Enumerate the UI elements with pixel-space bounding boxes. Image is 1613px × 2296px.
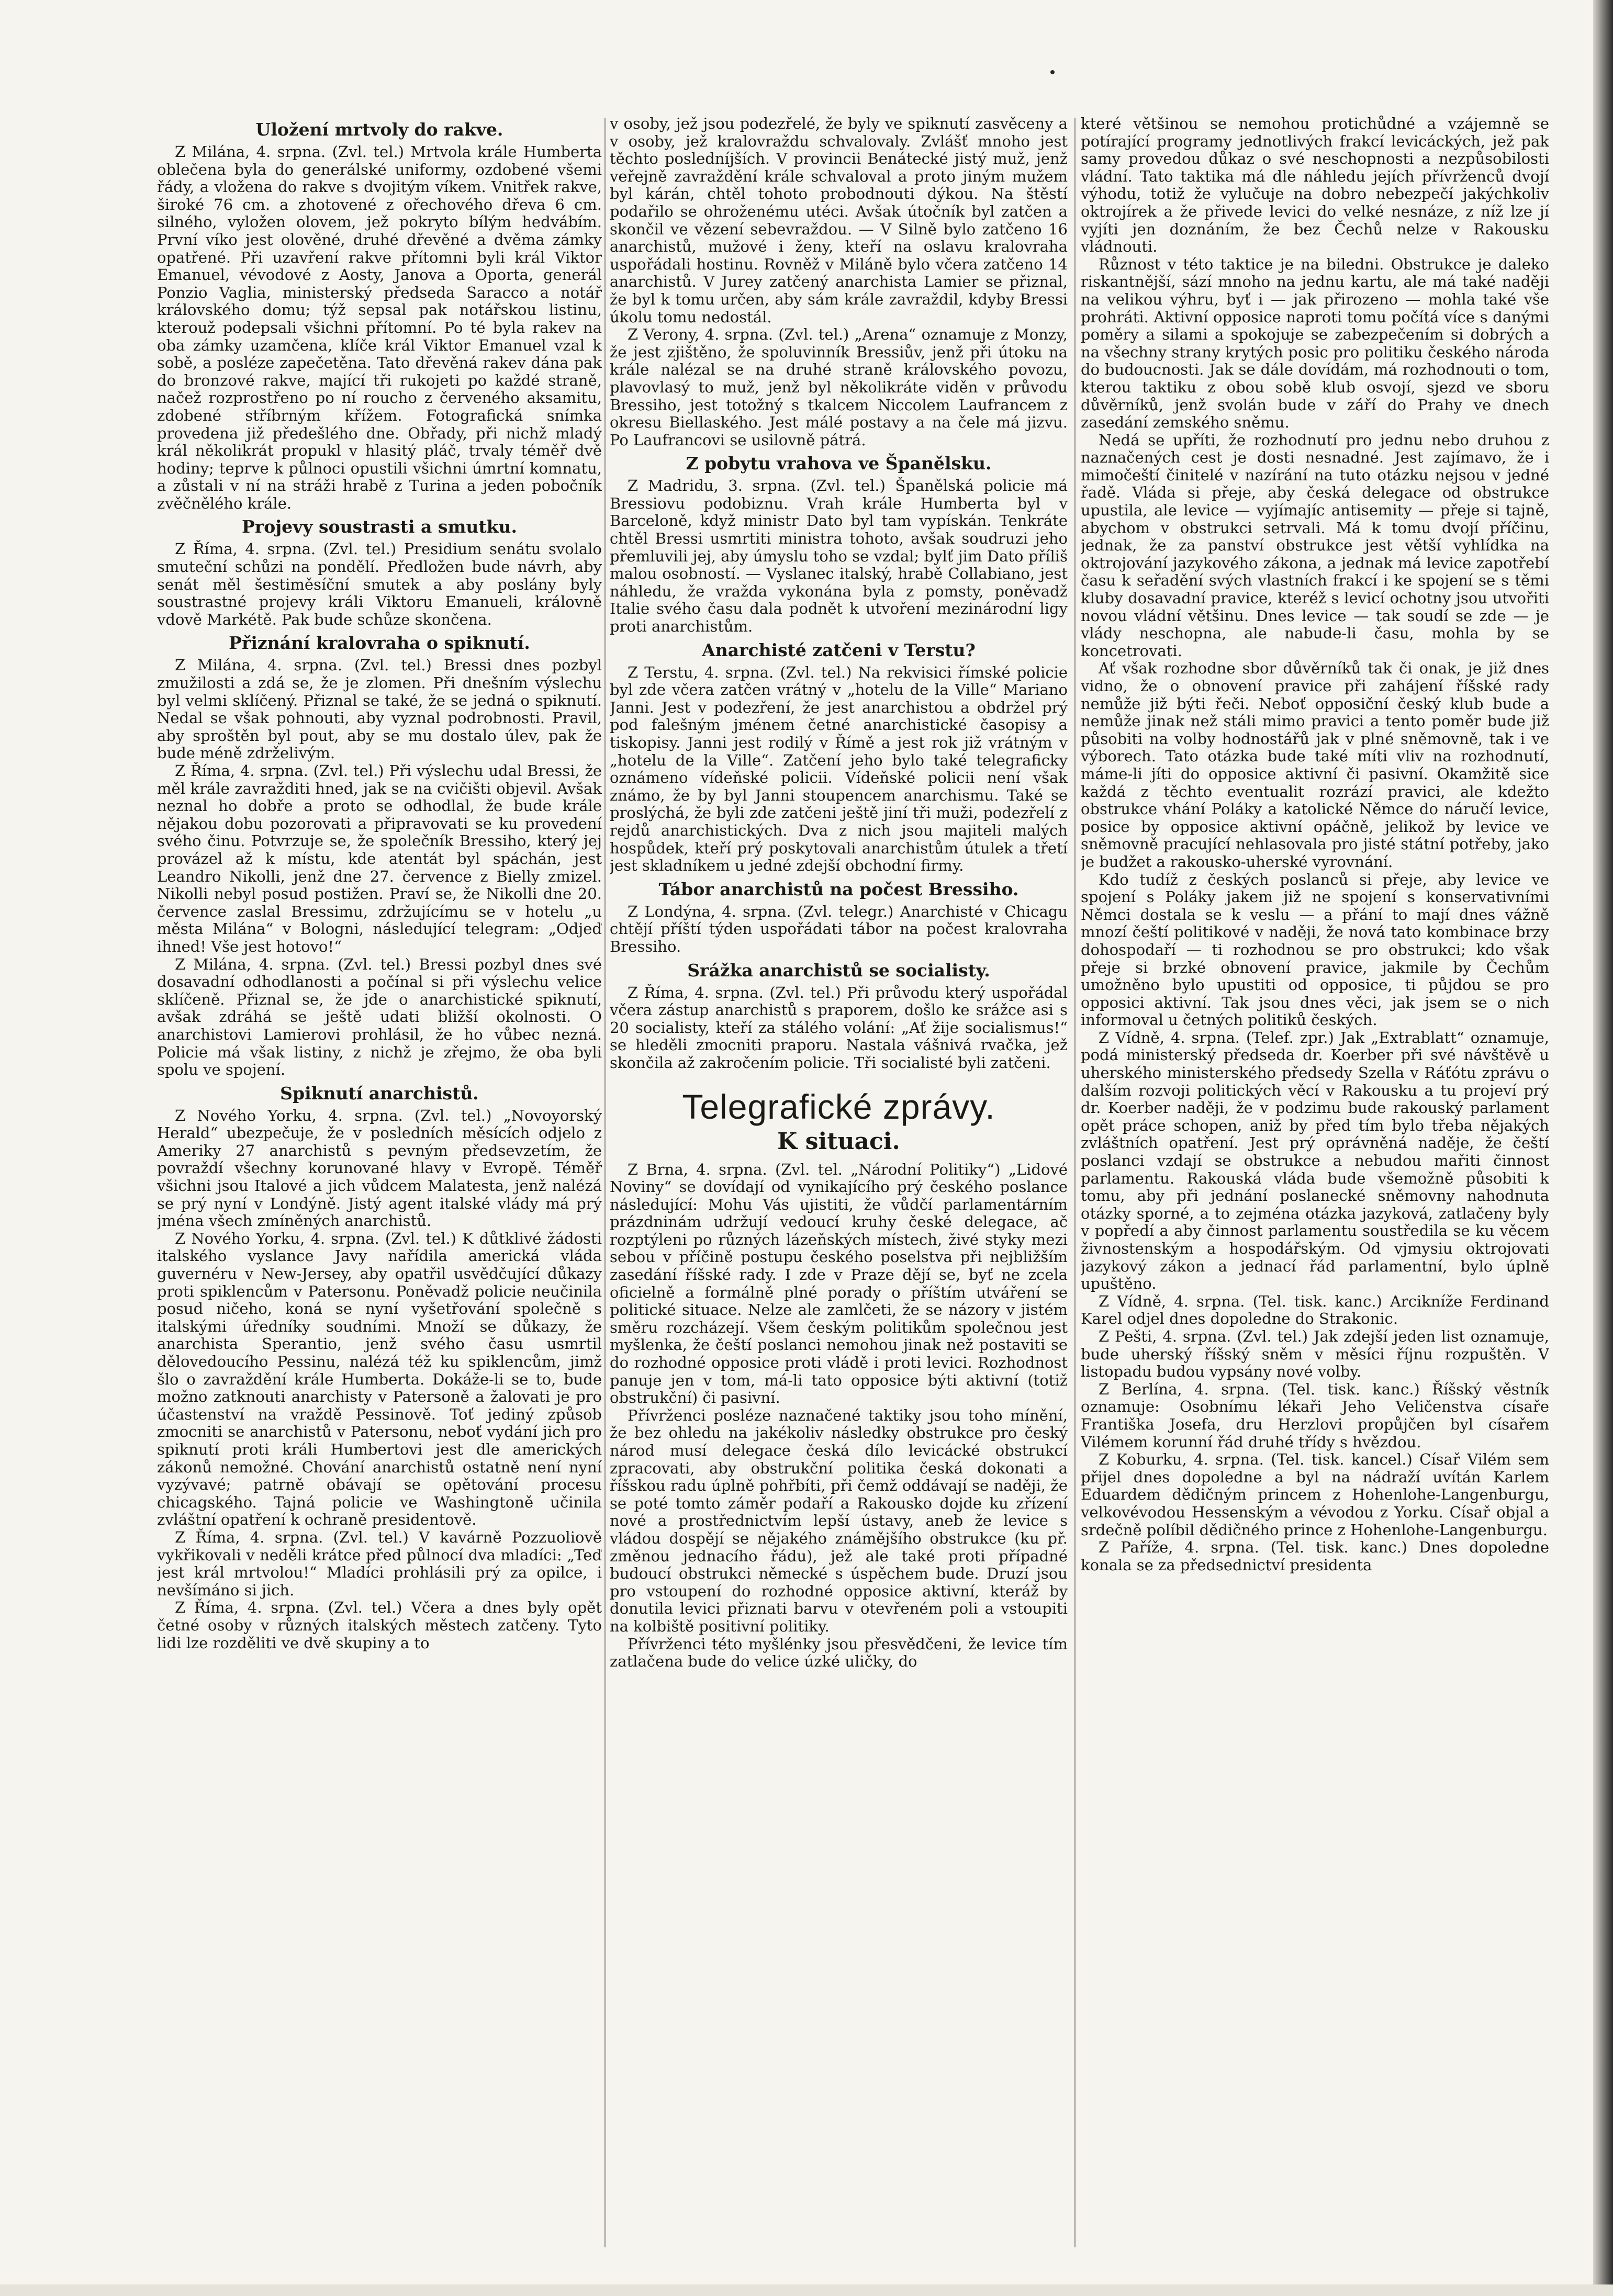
print-dot [1050,70,1055,74]
article-paragraph: Z Paříže, 4. srpna. (Tel. tisk. kanc.) Dnes dopoledne konala se za předsednictví presidenta [1081,1538,1549,1574]
article-paragraph: Z Říma, 4. srpna. (Zvl. tel.) Při průvodu který uspořádal včera zástup anarchistů s praporem, došlo ke srážce asi s 20 socialisty, kteří za stálého volání: „Ať žije socialismus!“ se hleděli zmocniti praporu. Nastala vášnivá rvačka, jež skončila až zakročením policie. Tři socialisté byli zatčeni. [610,983,1068,1072]
article-paragraph: Z Terstu, 4. srpna. (Zvl. tel.) Na rekvisici římské policie byl zde včera zatčen vrátný v „hotelu de la Ville“ Mariano Janni. Jest v podezření, že jest anarchistou a obdržel prý pod falešným jménem četné anarchistické časopisy a tiskopisy. Janni jest rodilý v Římě a jest rok již vrátným v „hotelu de la Ville“. Zatčení jeho bylo také telegraficky oznámeno vídeňské policii. Vídeňské policii není však známo, že by byl Janni stoupencem anarchismu. Také se proslýchá, že byli zde zatčeni ještě jiní tři muži, podezřelí z rejdů anarchistických. Dva z nich jsou majiteli malých hospůdek, kteří prý poskytovali anarchistům útulek a třetí jest skladníkem u jedné zdejší obchodní firmy. [610,663,1068,875]
article-paragraph: Z Nového Yorku, 4. srpna. (Zvl. tel.) „Novoyorský Herald“ ubezpečuje, že v posledních měsících odjelo z Ameriky 27 anarchistů s pevným předsevzetím, že povraždí všechny korunované hlavy v Evropě. Téměř všichni jsou Italové a jich vůdcem Malatesta, jenž nalézá se prý nyní v Londýně. Jistý agent italské vlády má prý jména všech zmíněných anarchistů. [157,1106,602,1230]
page-bottom-margin [0,2284,1613,2296]
article-paragraph: Z Koburku, 4. srpna. (Tel. tisk. kancel.) Císař Vilém sem přijel dnes dopoledne a byl na nádraží uvítán Karlem Eduardem dědičným princem z Hohenlohe-Langenburgu, velkovévodou Hessenským a vévodou z Yorku. Císař objal a srdečně políbil dědičného prince z Hohenlohe-Langenburgu. [1081,1450,1549,1539]
article-paragraph: v osoby, jež jsou podezřelé, že byly ve spiknutí zasvěceny a v osoby, jež kralovraždu schvalovaly. Zvlášť mnoho jest těchto posledníjších. V provincii Benátecké jistý muž, jenž veřejně zavraždění krále schvaloval a proto jiným mužem byl kárán, chtěl tohoto probodnouti dýkou. Na štěstí podařilo se ohroženému utéci. Avšak útočník byl zatčen a skončil ve vězení sebevraždou. — V Silně bylo zatčeno 16 anarchistů, mužové i ženy, kteří na oslavu kralovraha uspořádali hostinu. Rovněž v Miláně bylo včera zatčeno 14 anarchistů. V Jurey zatčený anarchista Lamier se přiznal, že byl k tomu určen, aby sám krále zavraždil, kdyby Bressi úkolu tomu nedostál. [610,115,1068,326]
column-right [1081,115,1549,2250]
page-edge-shadow [1593,0,1613,2296]
article-paragraph: Z Madridu, 3. srpna. (Zvl. tel.) Španělská policie má Bressiovu podobiznu. Vrah krále Humberta byl v Barceloně, když ministr Dato byl tam vypískán. Tenkráte chtěl Bressi usmrtiti ministra tohoto, avšak soudruzi jeho přemluvili jej, aby úmyslu toho se vzdal; bylť jim Dato příliš malou osobností. — Vyslanec italský, hrabě Collabiano, jest náhledu, že vražda vykonána byla z pomsty, poněvadž Italie svého času dala podnět k utvoření mezinárodní ligy proti anarchistům. [610,477,1068,636]
section-subtitle-situaci: K situaci. [777,1128,900,1155]
article-paragraph: Ať však rozhodne sbor důvěrníků tak či onak, je již dnes vidno, že o obnovení pravice při zahájení říšské rady nemůže již býti řeči. Neboť opposiční český klub bude a nemůže jinak než stáli mimo pravici a tento poměr bude již působiti na volby hodnostářů jak v plné sněmovně, tak i ve výborech. Tato otázka bude také míti vliv na rozhodnutí, máme-li jíti do opposice aktivní či pasivní. Okamžitě sice každá z těchto eventualit rozrází pravici, ale kdežto obstrukce vhání Poláky a katolické Němce do náručí levice, posice by opposice aktivní opáčně, jelikož by levice ve sněmovně pracující nehlasovala pro jisté státní potřeby, jako je budžet a rakousko-uherské vyrovnání. [1081,659,1549,871]
article-paragraph: Přívrženci této myšlénky jsou přesvědčeni, že levice tím zatlačena bude do velice úzké uličky, do [610,1635,1068,1671]
headline-projevy: Projevy soustrasti a smutku. [242,516,517,537]
article-paragraph: Přívrženci posléze naznačené taktiky jsou toho mínění, že bez ohledu na jakékoliv následky obstrukce pro český národ musí delegace česká dílo levicácké obstrukcí zpracovati, aby obstrukční politika česká dokonati a říšskou radu úplně pohřbíti, při čemž oddávají se naději, že se poté tomto záměr podaří a Rakousko dojde ku zřízení nové a prostřednictvím lepší ústavy, aneb že levice s vládou dospějí se nějakého známějšího obstrukce (ku př. změnou jednacího řádu), jež ale také proti případné budoucí obstrukci německé s úspěchem bude. Druzí jsou pro vstoupení do rozhodné opposice aktivní, kteráž by donutila levici přiznati barvu v otevřeném poli a vstoupiti na kolbiště positivní politiky. [610,1406,1068,1635]
headline-tabor: Tábor anarchistů na počest Bressiho. [658,879,1019,899]
article-paragraph: Z Milána, 4. srpna. (Zvl. tel.) Mrtvola krále Humberta oblečena byla do generálské uniformy, ozdobené všemi řády, a vložena do rakve s dvojitým víkem. Vnitřek rakve, široké 76 cm. a zhotovené z ořechového dřeva 6 cm. silného, vyložen olovem, jež pokryto bílým hedvábím. První víko jest olověné, druhé dřevěné a dvěma zámky opatřené. Při uzavření rakve přítomni byli král Viktor Emanuel, vévodové z Aosty, Janova a Oporta, generál Ponzio Vaglia, ministerský předseda Saracco a notář královského domu; týž sepsal pak notářskou listinu, kterouž podepsali všichni přítomní. Po té byla rakev na oba zámky uzamčena, klíče král Viktor Emanuel vzal k sobě, a posléze zapečetěna. Tato dřevěná rakev dána pak do bronzové rakve, mající tři rukojeti po každé straně, načež rozprostřeno po ní roucho z červeného aksamitu, zdobené stříbrným křížem. Fotografická snímka provedena již předešlého dne. Obřady, při nichž mladý král několikrát propukl v hlasitý pláč, trvaly téměř dvě hodiny; teprve k půlnoci opustili všichni úmrtní komnatu, a zůstali v ní na stráži hrabě z Turina a jeden pobočník zvěčnělého krále. [157,143,602,512]
article-paragraph: Z Vídně, 4. srpna. (Tel. tisk. kanc.) Arcikníže Ferdinand Karel odjel dnes dopoledne do Strakonic. [1081,1292,1549,1328]
article-paragraph: Z Vídně, 4. srpna. (Telef. zpr.) Jak „Extrablatt“ oznamuje, podá ministerský předseda dr. Koerber při své návštěvě u uherského ministerského předsedy Szella v Ráťótu zprávu o dalším rozvoji politických věcí v Rakousku a tu projeví prý dr. Koerber naději, že v podzimu bude rakouský parlament opět práce schopen, aniž by před tím bylo třeba nějakých zvláštních opatření. Jest prý oprávněná naděje, že čeští poslanci vzdají se obstrukce a nebudou mařiti činnost parlamentu. Rakouská vláda bude všemožně působiti k tomu, aby při jednání poslanecké sněmovny nahodnuta otázky sporné, a to zejména otázka jazyková, zatlačeny byly v popředí a aby činnost parlamentu soustředila se ku věcem živnostenským a hospodářským. Od vjmysiu oktrojovati jazykový zákon a jednací řád parlamentní, bylo úplně upuštěno. [1081,1028,1549,1293]
article-paragraph: Z Londýna, 4. srpna. (Zvl. telegr.) Anarchisté v Chicagu chtějí příští týden uspořádati tábor na počest kralovraha Bressiho. [610,902,1068,955]
article-paragraph: které většinou se nemohou protichůdné a vzájemně se potírající programy jednotlivých frakcí levicáckých, jež pak samy provedou důkaz o své neschopnosti a nezpůsobilosti vládní. Tato taktika má dle náhledu jejích přívrženců dvojí výhodu, totiž že vylučuje na dobro nebezpečí jakýchkoliv oktrojírek a že přivede levici do velké nesnáze, z níž lze jí vyjíti jen doznáním, že bez Čechů nelze v Rakousku vládnouti. [1081,115,1549,256]
headline-srazka: Srážka anarchistů se socialisty. [687,960,990,981]
headline-ulozeni: Uložení mrtvoly do rakve. [255,119,503,140]
article-paragraph: Z Nového Yorku, 4. srpna. (Zvl. tel.) K důtklivé žádosti italského vyslance Javy nařídila americká vláda guvernéru v New-Jersey, aby opatřil usvědčující důkazy proti spiklencům v Patersonu. Poněvadž policie neučinila posud ničeho, koná se nyní vyšetřování společně s italskými úředníky soudními. Množí se důkazy, že anarchista Sperantio, jenž svého času usmrtil dělovedoucího Pessinu, nalézá též ku spiklencům, jimž šlo o zavraždění krále Humberta. Dokáže-li se to, bude možno zatknouti anarchisty v Patersoně a žalovati je pro účastenství na vraždě Pessinově. Toť jediný způsob zmocniti se anarchistů v Patersonu, neboť vydání jich pro spiknutí proti králi Humbertovi jest dle amerických zákonů nemožné. Chování anarchistů ostatně není nyní vyzývavé; patrně obávají se opětování procesu chicagského. Tajná policie ve Washingtoně učinila zvláštní opatření k ochraně presidentově. [157,1229,602,1529]
headline-spiknuti: Spiknutí anarchistů. [280,1083,479,1104]
article-paragraph: Z Berlína, 4. srpna. (Tel. tisk. kanc.) Říšský věstník oznamuje: Osobnímu lékaři Jeho Veličenstva císaře Františka Josefa, dru Herzlovi propůjčen byl císařem Vilémem korunní řád druhé třídy s hvězdou. [1081,1380,1549,1451]
column-middle [610,115,1068,2250]
article-paragraph: Z Milána, 4. srpna. (Zvl. tel.) Bressi dnes pozbyl zmužilosti a zdá se, že je zlomen. Při dnešním výslechu byl velmi sklíčený. Přiznal se také, že se jedná o spiknutí. Nedal se však pohnouti, aby vyznal podrobnosti. Pravil, aby sproštěn byl pout, aby se mu dostalo úlev, pak že bude méně zdrželivým. [157,656,602,762]
article-paragraph: Z Říma, 4. srpna. (Zvl. tel.) Včera a dnes byly opět četné osoby v různých italských městech zatčeny. Tyto lidi lze rozděliti ve dvě skupiny a to [157,1599,602,1652]
article-paragraph: Z Milána, 4. srpna. (Zvl. tel.) Bressi pozbyl dnes své dosavadní odhodlanosti a počínal si při výslechu velice sklíčeně. Přiznal se, že jde o anarchistické spiknutí, avšak zdráhá se ještě udati bližší okolnosti. O anarchistovi Lamierovi prohlásil, že ho vůbec nezná. Policie má však listiny, z nichž je zřejmo, že oba byli spolu ve spojení. [157,955,602,1079]
article-paragraph: Z Pešti, 4. srpna. (Zvl. tel.) Jak zdejší jeden list oznamuje, bude uherský říšský sněm v měsíci říjnu rozpuštěn. V listopadu budou vypsány nové volby. [1081,1327,1549,1381]
section-title-telegraficke: Telegrafické zprávy. [682,1087,995,1126]
article-paragraph: Kdo tudíž z českých poslanců si přeje, aby levice ve spojení s Poláky jakem již ne spojení s konservativními Němci dostala se k veslu — a přání to mají dnes vážně mnozí čeští politikové v naději, že nová tato kombinace brzy dohospodaří — ti rozhodnou se pro obstrukci; kdo však přeje si brzké obnovení pravice, jakmile by Čechům umožněno bylo upustiti od opposice, ti půjdou se pro opposici aktivní. Tak jsou dnes věci, jak jsem se o nich informoval u četných politiků českých. [1081,870,1549,1029]
column-divider [1074,118,1076,2247]
article-paragraph: Z Říma, 4. srpna. (Zvl. tel.) Při výslechu udal Bressi, že měl krále zavražditi hned, jak se na cvičišti objevil. Avšak neznal ho dobře a proto se odhodlal, že bude krále nějakou dobu pozorovati a připravovati se ku provedení svého činu. Potvrzuje se, že společník Bressiho, který jej provázel až k místu, kde atentát byl spáchán, jest Leandro Nikolli, jenž dne 27. července z Bielly zmizel. Nikolli nebyl posud postižen. Praví se, že Nikolli dne 20. července zaslal Bressimu, zdržujícímu se v hotelu „u města Milána“ v Bologni, následující telegram: „Odjeď ihned! Vše jest hotovo!“ [157,762,602,955]
article-paragraph: Z Říma, 4. srpna. (Zvl. tel.) V kavárně Pozzuoliově vykřikovali v neděli krátce před půlnocí dva mladíci: „Teď jest král mrtvolou!“ Mladíci prohlásili prý za opilce, i nevšímáno si jich. [157,1528,602,1599]
headline-priznani: Přiznání kralovraha o spiknutí. [229,633,530,654]
article-paragraph: Různost v této taktice je na biledni. Obstrukce je daleko riskantnější, sází mnoho na jednu kartu, ale má také naději na velikou výhru, byť i — jak přirozeno — mohla také vše prohráti. Aktivní opposice naproti tomu počítá více s danými poměry a silami a spokojuje se zabezpečením si dobrých a na všechny strany krytých posic pro politiku českého národa do budoucnosti. Jak se dále dovídám, má rozhodnouti o tom, kterou taktiku z obou sobě klub osvojí, sjezd ve sboru důvěrníků, jenž svolán bude v září do Prahy ve dnech zasedání zemského sněmu. [1081,255,1549,432]
headline-terst: Anarchisté zatčeni v Terstu? [702,639,976,660]
column-divider [604,118,606,2247]
headline-spanelsko: Z pobytu vrahova ve Španělsku. [686,453,992,474]
article-paragraph: Nedá se upříti, že rozhodnutí pro jednu nebo druhou z naznačených cest je dosti nesnadné. Jest zajímavo, že i mimočeští činitelé v nazírání na tuto otázku nejsou v jedné řadě. Vláda si přeje, aby česká delegace od obstrukce upustila, ale levice — vyjímajíc antisemity — přeje si tajně, abychom v obstrukci setrvali. Má k tomu dvojí příčinu, jednak, že za panství obstrukce jest větší vyhlídka na oktrojování jazykového zákona, a jednak má levice zapotřebí času k seřadění svých vlastních frakcí i ke spojení se s těmi kluby dosavadní pravice, kteréž s levicí ochotny jsou utvořiti novou vládní většinu. Dnes levice — tak soudí se zde — je vlády neschopna, ale nabude-li času, mohla by se koncetrovati. [1081,431,1549,660]
article-paragraph: Z Říma, 4. srpna. (Zvl. tel.) Presidium senátu svolalo smuteční schůzi na pondělí. Předložen bude návrh, aby senát měl šestiměsíční smutek a aby poslány byly soustrastné projevy králi Viktoru Emanueli, královně vdově Markétě. Pak bude schůze skončena. [157,540,602,628]
article-paragraph: Z Brna, 4. srpna. (Zvl. tel. „Národní Politiky“) „Lidové Noviny“ se dovídají od vynikajícího prý českého poslance následující: Mohu Vás ujistiti, že vůdčí parlamentárním prázdninám udržují vedoucí kruhy české delegace, ač rozptýleni po různých lázeňských místech, živé styky mezi sebou v příčině postupu českého poselstva při nejbližším zasedání říšské rady. I zde v Praze dějí se, byť ne zcela oficielně a formálně plné porady o příštím utváření se politické situace. Nelze ale zamlčeti, že se názory v jistém směru rozcházejí. Všem českým politikům společnou jest myšlenka, že čeští poslanci nemohou jinak než postaviti se do rozhodné opposice proti vládě i proti levici. Rozhodnost panuje jen v tom, má-li tato opposice býti aktivní (totiž obstrukční) či pasivní. [610,1160,1068,1407]
article-paragraph: Z Verony, 4. srpna. (Zvl. tel.) „Arena“ oznamuje z Monzy, že jest zjištěno, že spoluvinník Bressiův, jenž při útoku na krále nalézal se na druhé straně královského povozu, plavovlasý to muž, jenž byl několikráte viděn v průvodu Bressiho, jest totožný s tkalcem Niccolem Laufrancem z okresu Biellaského. Jest málé postavy a na čele má jizvu. Po Laufrancovi se usilovně pátrá. [610,325,1068,449]
column-left [157,115,602,2250]
